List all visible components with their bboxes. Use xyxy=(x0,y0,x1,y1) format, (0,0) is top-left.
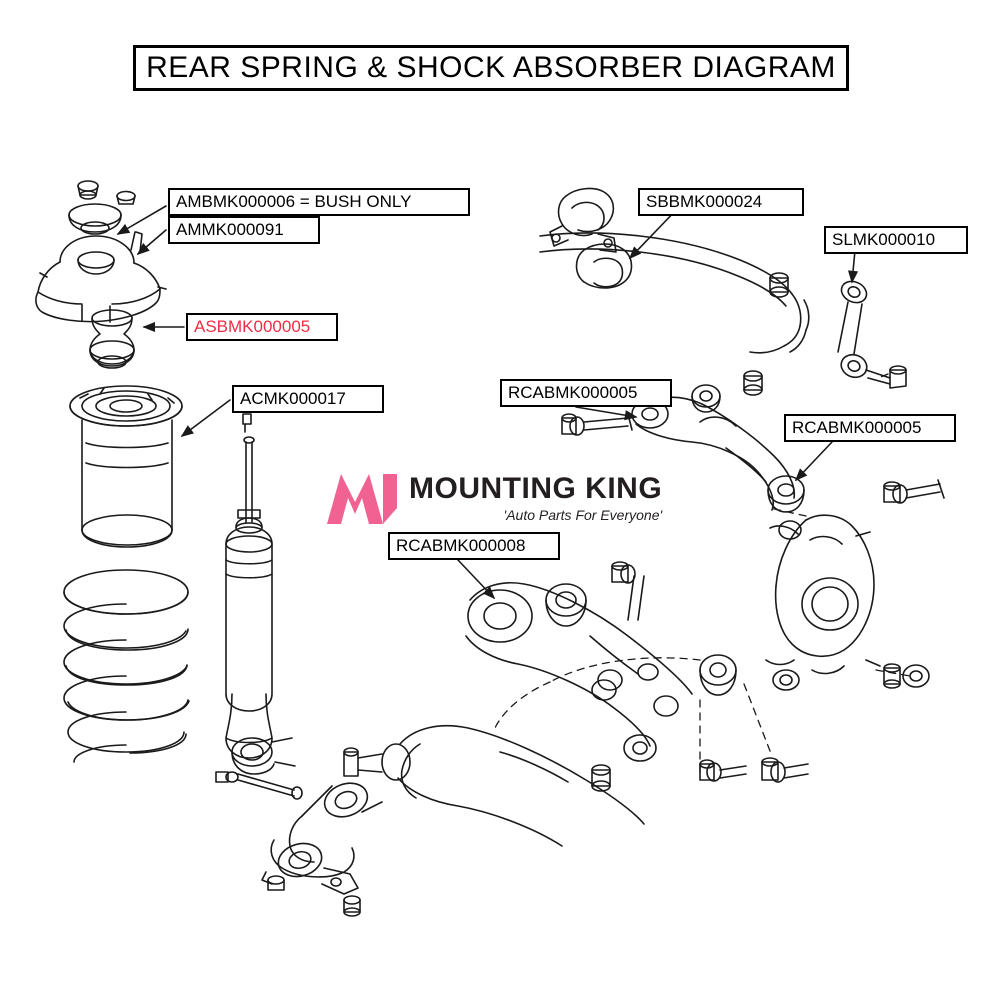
coil-spring xyxy=(64,570,189,762)
upper-arm-bolt-left xyxy=(562,414,632,435)
callout-ammk000091[interactable] xyxy=(168,216,320,244)
callout-slmk000010[interactable] xyxy=(824,226,968,254)
callout-acmk000017[interactable] xyxy=(232,385,384,413)
strut-mount xyxy=(36,204,166,322)
stabiliser-bar xyxy=(540,233,809,353)
callout-label: RCABMK000008 xyxy=(396,536,526,555)
lower-arm-bolt-top xyxy=(612,562,644,620)
callout-label: ACMK000017 xyxy=(240,389,346,408)
stabiliser-bush-upper xyxy=(550,189,616,252)
callout-asbmk000005[interactable] xyxy=(186,313,338,341)
callout-sbbmk000024[interactable] xyxy=(638,188,804,216)
callout-label: RCABMK000005 xyxy=(792,418,922,437)
callout-rcabmk000008[interactable] xyxy=(388,532,560,560)
m-monogram-icon xyxy=(325,468,399,528)
lower-control-arm-rear xyxy=(344,680,678,846)
callout-ambmk000006[interactable] xyxy=(168,188,470,216)
callout-label: AMBMK000006 = BUSH ONLY xyxy=(176,192,412,211)
lower-control-arm-upper xyxy=(466,583,736,746)
brand-tagline: 'Auto Parts For Everyone' xyxy=(503,506,663,523)
brand-name: MOUNTING KING xyxy=(409,472,663,506)
knuckle-fasteners xyxy=(884,480,944,688)
stabiliser-link xyxy=(838,277,906,388)
callout-label: RCABMK000005 xyxy=(508,383,638,402)
callout-label: SBBMK000024 xyxy=(646,192,763,211)
callout-label: ASBMK000005 xyxy=(194,317,311,336)
brand-text xyxy=(409,473,662,523)
brand-watermark xyxy=(325,462,685,534)
shock-absorber xyxy=(226,414,295,774)
callout-rcabmk000005-left[interactable] xyxy=(500,379,672,407)
page-title: REAR SPRING & SHOCK ABSORBER DIAGRAM xyxy=(146,51,836,84)
lower-shock-bolt xyxy=(216,772,302,799)
trailing-arm-bush-assembly xyxy=(262,777,382,916)
callout-label: AMMK000091 xyxy=(176,220,284,239)
dust-boot xyxy=(70,386,182,547)
callout-label: SLMK000010 xyxy=(832,230,936,249)
bottom-fasteners xyxy=(592,758,808,791)
callout-rcabmk000005-right[interactable] xyxy=(784,414,956,442)
strut-top-nuts xyxy=(78,181,135,204)
bump-stop xyxy=(90,310,134,368)
rear-knuckle xyxy=(766,515,880,690)
